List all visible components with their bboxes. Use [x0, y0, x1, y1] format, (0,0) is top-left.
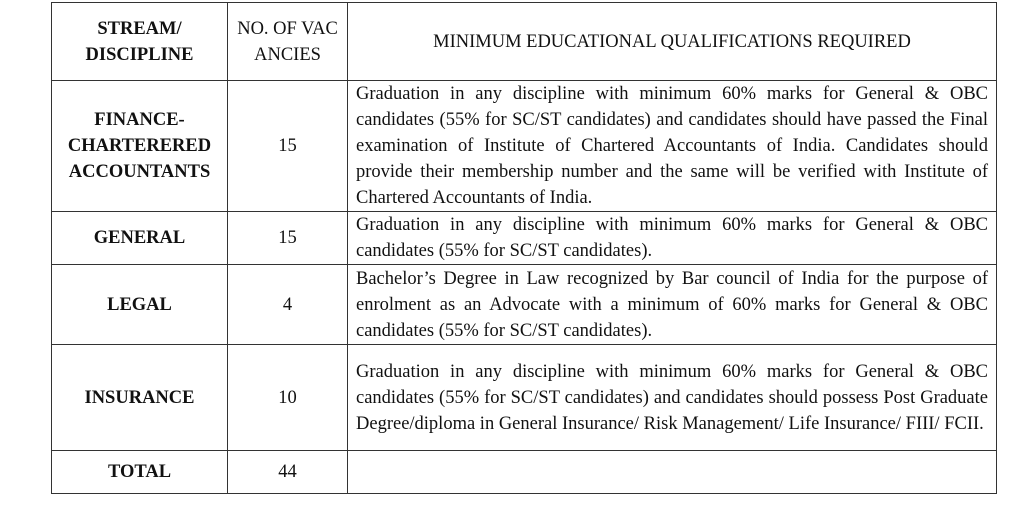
table-row	[52, 345, 997, 451]
row-vacancies: 15	[228, 212, 348, 265]
row-qualification: Graduation in any discipline with minimum 60% marks for General & OBC candidates (55% for SC/ST candidates).	[348, 212, 997, 265]
table-row	[52, 81, 997, 212]
row-stream-text: FINANCE- CHARTERERED ACCOUNTANTS	[67, 110, 212, 182]
row-qualification: Graduation in any discipline with minimum 60% marks for General & OBC candidates (55% for SC/ST candidates) and candidates should possess Post Graduate Degree/diploma in General Insurance/ Risk Management/ Life Insurance/ FIII/ FCII.	[348, 345, 997, 451]
row-qualification: Graduation in any discipline with minimum 60% marks for General & OBC candidates (55% for SC/ST candidates) and candidates should have passed the Final examination of Institute of Chartered Accountants of India. Candidates should provide their membership number and the same will be verified with Institute of Chartered Accountants of India.	[348, 81, 997, 212]
header-stream-text: STREAM/ DISCIPLINE	[85, 18, 194, 65]
table-row	[52, 212, 997, 265]
row-vacancies: 4	[228, 265, 348, 345]
row-qualification: Bachelor’s Degree in Law recognized by Bar council of India for the purpose of enrolment as an Advocate with a minimum of 60% marks for General & OBC candidates (55% for SC/ST candidates).	[348, 265, 997, 345]
row-stream: INSURANCE	[52, 345, 228, 451]
total-label: TOTAL	[52, 451, 228, 494]
header-row	[52, 3, 997, 81]
qualifications-table	[51, 2, 997, 494]
row-stream: GENERAL	[52, 212, 228, 265]
table-row	[52, 265, 997, 345]
total-vacancies: 44	[228, 451, 348, 494]
header-vacancies	[228, 3, 348, 81]
row-stream	[52, 81, 228, 212]
header-qualifications: MINIMUM EDUCATIONAL QUALIFICATIONS REQUIRED	[348, 3, 997, 81]
total-row	[52, 451, 997, 494]
row-stream: LEGAL	[52, 265, 228, 345]
header-vacancies-text: NO. OF VACANCIES	[237, 18, 338, 65]
header-stream	[52, 3, 228, 81]
total-qualification	[348, 451, 997, 494]
row-vacancies: 15	[228, 81, 348, 212]
row-vacancies: 10	[228, 345, 348, 451]
